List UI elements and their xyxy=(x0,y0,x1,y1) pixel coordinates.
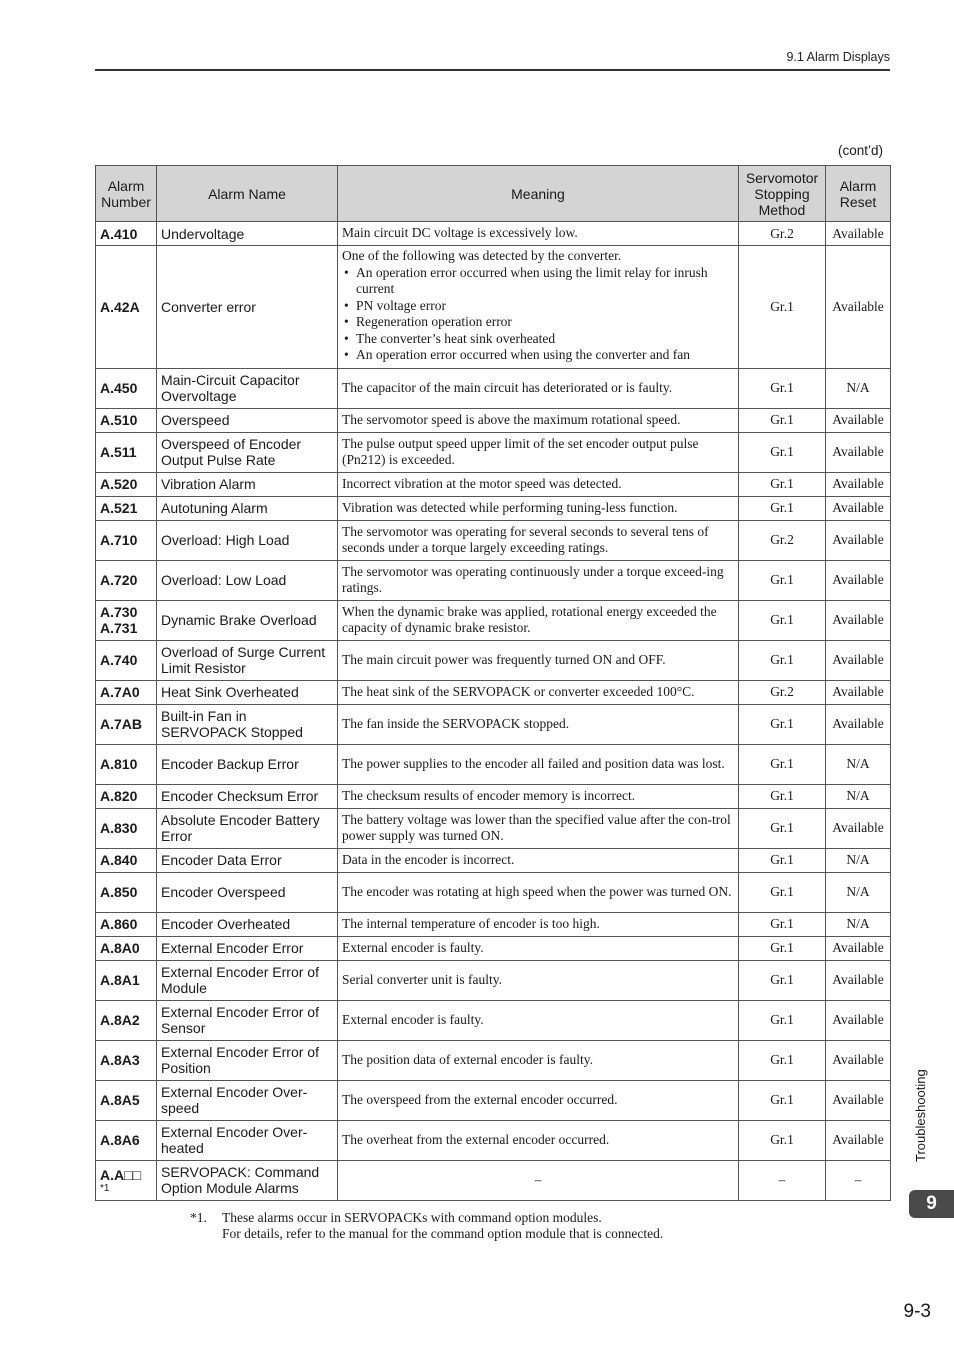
header-rule xyxy=(95,69,890,71)
footnote-line-1 xyxy=(190,1210,663,1226)
stopping-method: Gr.1 xyxy=(739,848,826,872)
alarm-number: A.860 xyxy=(96,912,157,936)
alarm-name: Encoder Overspeed xyxy=(157,872,338,912)
alarm-number: A.720 xyxy=(96,560,157,600)
footnote-text-1: These alarms occur in SERVOPACKs with command option modules. xyxy=(222,1210,602,1225)
alarm-reset: Available xyxy=(826,640,891,680)
alarm-meaning: The servomotor was operating continuously under a torque exceed-ing ratings. xyxy=(338,560,739,600)
alarm-meaning: The pulse output speed upper limit of the set encoder output pulse (Pn212) is exceeded. xyxy=(338,432,739,472)
alarm-number: A.8A0 xyxy=(96,936,157,960)
meaning-list-item: • An operation error occurred when using the converter and fan xyxy=(342,347,734,364)
table-row xyxy=(96,246,891,369)
alarm-table xyxy=(95,165,891,1201)
meaning-list-item: • The converter’s heat sink overheated xyxy=(342,331,734,348)
alarm-name: Overload: High Load xyxy=(157,520,338,560)
alarm-meaning: Incorrect vibration at the motor speed was detected. xyxy=(338,472,739,496)
alarm-meaning: The encoder was rotating at high speed when the power was turned ON. xyxy=(338,872,739,912)
table-row xyxy=(96,222,891,246)
running-header: 9.1 Alarm Displays xyxy=(786,50,890,64)
alarm-meaning: The power supplies to the encoder all failed and position data was lost. xyxy=(338,744,739,784)
alarm-number: A.7A0 xyxy=(96,680,157,704)
footnote-mark: *1. xyxy=(190,1210,207,1225)
table-row xyxy=(96,640,891,680)
stopping-method: – xyxy=(739,1160,826,1200)
alarm-name: Encoder Overheated xyxy=(157,912,338,936)
header-alarm-number: Alarm Number xyxy=(96,166,157,222)
alarm-reset: Available xyxy=(826,600,891,640)
footnote-ref: *1 xyxy=(100,1182,110,1194)
table-header-row xyxy=(96,166,891,222)
alarm-reset: Available xyxy=(826,520,891,560)
footnote-text-2: For details, refer to the manual for the command option module that is connected. xyxy=(222,1226,664,1241)
alarm-reset: Available xyxy=(826,680,891,704)
alarm-meaning: The overspeed from the external encoder occurred. xyxy=(338,1080,739,1120)
stopping-method: Gr.1 xyxy=(739,1080,826,1120)
stopping-method: Gr.1 xyxy=(739,960,826,1000)
alarm-meaning: The fan inside the SERVOPACK stopped. xyxy=(338,704,739,744)
alarm-reset: Available xyxy=(826,1000,891,1040)
alarm-number: A.8A5 xyxy=(96,1080,157,1120)
table-row xyxy=(96,368,891,408)
alarm-name: External Encoder Error xyxy=(157,936,338,960)
alarm-name: Overspeed of Encoder Output Pulse Rate xyxy=(157,432,338,472)
stopping-method: Gr.1 xyxy=(739,1120,826,1160)
stopping-method: Gr.1 xyxy=(739,784,826,808)
table-row xyxy=(96,1160,891,1200)
alarm-number: A.830 xyxy=(96,808,157,848)
alarm-number: A.850 xyxy=(96,872,157,912)
alarm-number: A.520 xyxy=(96,472,157,496)
alarm-meaning: The servomotor was operating for several seconds to several tens of seconds under a torque largely exceeding ratings. xyxy=(338,520,739,560)
alarm-reset: Available xyxy=(826,432,891,472)
alarm-reset: Available xyxy=(826,408,891,432)
alarm-name: Encoder Data Error xyxy=(157,848,338,872)
alarm-name: Heat Sink Overheated xyxy=(157,680,338,704)
alarm-number: A.8A1 xyxy=(96,960,157,1000)
alarm-number: A.450 xyxy=(96,368,157,408)
table-row xyxy=(96,472,891,496)
alarm-reset: N/A xyxy=(826,368,891,408)
alarm-name: SERVOPACK: Command Option Module Alarms xyxy=(157,1160,338,1200)
table-row xyxy=(96,848,891,872)
stopping-method: Gr.1 xyxy=(739,1040,826,1080)
stopping-method: Gr.1 xyxy=(739,408,826,432)
stopping-method: Gr.1 xyxy=(739,808,826,848)
alarm-meaning: When the dynamic brake was applied, rotational energy exceeded the capacity of dynamic brake resistor. xyxy=(338,600,739,640)
alarm-name: Overload of Surge Current Limit Resistor xyxy=(157,640,338,680)
stopping-method: Gr.2 xyxy=(739,222,826,246)
stopping-method: Gr.1 xyxy=(739,912,826,936)
table-row xyxy=(96,912,891,936)
table-row xyxy=(96,808,891,848)
alarm-reset: N/A xyxy=(826,744,891,784)
chapter-side-label: Troubleshooting xyxy=(913,1069,928,1162)
table-row xyxy=(96,744,891,784)
alarm-meaning: The heat sink of the SERVOPACK or converter exceeded 100°C. xyxy=(338,680,739,704)
alarm-name: External Encoder Over-heated xyxy=(157,1120,338,1160)
stopping-method: Gr.2 xyxy=(739,520,826,560)
alarm-meaning: The internal temperature of encoder is too high. xyxy=(338,912,739,936)
stopping-method: Gr.1 xyxy=(739,560,826,600)
alarm-number: A.820 xyxy=(96,784,157,808)
alarm-meaning: Main circuit DC voltage is excessively low. xyxy=(338,222,739,246)
alarm-name: Encoder Backup Error xyxy=(157,744,338,784)
alarm-meaning: The servomotor speed is above the maximum rotational speed. xyxy=(338,408,739,432)
alarm-name: Absolute Encoder Battery Error xyxy=(157,808,338,848)
stopping-method: Gr.2 xyxy=(739,680,826,704)
alarm-reset: Available xyxy=(826,222,891,246)
alarm-meaning: Vibration was detected while performing tuning-less function. xyxy=(338,496,739,520)
table-row xyxy=(96,784,891,808)
alarm-name: Autotuning Alarm xyxy=(157,496,338,520)
stopping-method: Gr.1 xyxy=(739,472,826,496)
alarm-reset: Available xyxy=(826,1080,891,1120)
meaning-list-item: • An operation error occurred when using the limit relay for inrush current xyxy=(342,265,734,298)
meaning-intro: One of the following was detected by the converter. xyxy=(342,248,622,263)
header-alarm-name: Alarm Name xyxy=(157,166,338,222)
table-row xyxy=(96,432,891,472)
alarm-name: Undervoltage xyxy=(157,222,338,246)
alarm-name: External Encoder Error of Position xyxy=(157,1040,338,1080)
alarm-name: Encoder Checksum Error xyxy=(157,784,338,808)
alarm-number: A.740 xyxy=(96,640,157,680)
alarm-meaning: – xyxy=(338,1160,739,1200)
table-row xyxy=(96,1040,891,1080)
alarm-number: A.511 xyxy=(96,432,157,472)
page-number: 9-3 xyxy=(903,1301,931,1322)
stopping-method: Gr.1 xyxy=(739,600,826,640)
alarm-number: A.840 xyxy=(96,848,157,872)
table-row xyxy=(96,520,891,560)
stopping-method: Gr.1 xyxy=(739,936,826,960)
stopping-method: Gr.1 xyxy=(739,640,826,680)
table-row xyxy=(96,560,891,600)
alarm-number: A.810 xyxy=(96,744,157,784)
continued-label: (cont’d) xyxy=(837,143,883,158)
table-row xyxy=(96,936,891,960)
header-alarm-reset: Alarm Reset xyxy=(826,166,891,222)
alarm-meaning: The checksum results of encoder memory is incorrect. xyxy=(338,784,739,808)
stopping-method: Gr.1 xyxy=(739,496,826,520)
header-stopping-method: Servomotor Stopping Method xyxy=(739,166,826,222)
alarm-name: Converter error xyxy=(157,246,338,369)
alarm-meaning: The overheat from the external encoder occurred. xyxy=(338,1120,739,1160)
stopping-method: Gr.1 xyxy=(739,1000,826,1040)
table-row xyxy=(96,408,891,432)
alarm-number: A.8A6 xyxy=(96,1120,157,1160)
alarm-meaning: The main circuit power was frequently turned ON and OFF. xyxy=(338,640,739,680)
alarm-reset: Available xyxy=(826,808,891,848)
alarm-meaning xyxy=(338,246,739,369)
alarm-name: External Encoder Error of Sensor xyxy=(157,1000,338,1040)
table-row xyxy=(96,704,891,744)
alarm-number: A.510 xyxy=(96,408,157,432)
alarm-reset: Available xyxy=(826,936,891,960)
alarm-meaning: Serial converter unit is faulty. xyxy=(338,960,739,1000)
chapter-tab: 9 xyxy=(909,1190,954,1218)
table-row xyxy=(96,1120,891,1160)
alarm-reset: Available xyxy=(826,960,891,1000)
alarm-reset: – xyxy=(826,1160,891,1200)
meaning-list xyxy=(342,265,734,364)
alarm-number: A.7AB xyxy=(96,704,157,744)
stopping-method: Gr.1 xyxy=(739,744,826,784)
alarm-number: A.8A2 xyxy=(96,1000,157,1040)
alarm-reset: Available xyxy=(826,560,891,600)
meaning-list-item: • Regeneration operation error xyxy=(342,314,734,331)
alarm-reset: N/A xyxy=(826,872,891,912)
alarm-meaning: Data in the encoder is incorrect. xyxy=(338,848,739,872)
alarm-number: A.730 A.731 xyxy=(96,600,157,640)
stopping-method: Gr.1 xyxy=(739,704,826,744)
alarm-number: A.42A xyxy=(96,246,157,369)
alarm-reset: N/A xyxy=(826,912,891,936)
table-row xyxy=(96,680,891,704)
alarm-name: Built-in Fan in SERVOPACK Stopped xyxy=(157,704,338,744)
alarm-reset: Available xyxy=(826,246,891,369)
header-meaning: Meaning xyxy=(338,166,739,222)
table-row xyxy=(96,1000,891,1040)
alarm-reset: N/A xyxy=(826,784,891,808)
alarm-number: A.710 xyxy=(96,520,157,560)
table-row xyxy=(96,960,891,1000)
meaning-list-item: • PN voltage error xyxy=(342,298,734,315)
table-row xyxy=(96,496,891,520)
table-row xyxy=(96,1080,891,1120)
alarm-reset: N/A xyxy=(826,848,891,872)
alarm-name: Overload: Low Load xyxy=(157,560,338,600)
table-row xyxy=(96,600,891,640)
alarm-meaning: The capacitor of the main circuit has deteriorated or is faulty. xyxy=(338,368,739,408)
alarm-name: Dynamic Brake Overload xyxy=(157,600,338,640)
alarm-name: External Encoder Error of Module xyxy=(157,960,338,1000)
alarm-name: Main-Circuit Capacitor Overvoltage xyxy=(157,368,338,408)
stopping-method: Gr.1 xyxy=(739,872,826,912)
alarm-number: A.8A3 xyxy=(96,1040,157,1080)
alarm-meaning: External encoder is faulty. xyxy=(338,1000,739,1040)
alarm-reset: Available xyxy=(826,1040,891,1080)
alarm-reset: Available xyxy=(826,704,891,744)
alarm-name: Vibration Alarm xyxy=(157,472,338,496)
table-row xyxy=(96,872,891,912)
alarm-meaning: The position data of external encoder is faulty. xyxy=(338,1040,739,1080)
alarm-number: A.410 xyxy=(96,222,157,246)
stopping-method: Gr.1 xyxy=(739,432,826,472)
alarm-name: Overspeed xyxy=(157,408,338,432)
alarm-number: A.A□□ xyxy=(100,1166,142,1183)
alarm-reset: Available xyxy=(826,472,891,496)
alarm-meaning: External encoder is faulty. xyxy=(338,936,739,960)
alarm-number: A.521 xyxy=(96,496,157,520)
stopping-method: Gr.1 xyxy=(739,368,826,408)
alarm-meaning: The battery voltage was lower than the specified value after the con-trol power supply was turned ON. xyxy=(338,808,739,848)
alarm-name: External Encoder Over-speed xyxy=(157,1080,338,1120)
alarm-reset: Available xyxy=(826,496,891,520)
stopping-method: Gr.1 xyxy=(739,246,826,369)
alarm-reset: Available xyxy=(826,1120,891,1160)
footnote xyxy=(190,1210,663,1242)
alarm-number-cell xyxy=(96,1160,157,1200)
